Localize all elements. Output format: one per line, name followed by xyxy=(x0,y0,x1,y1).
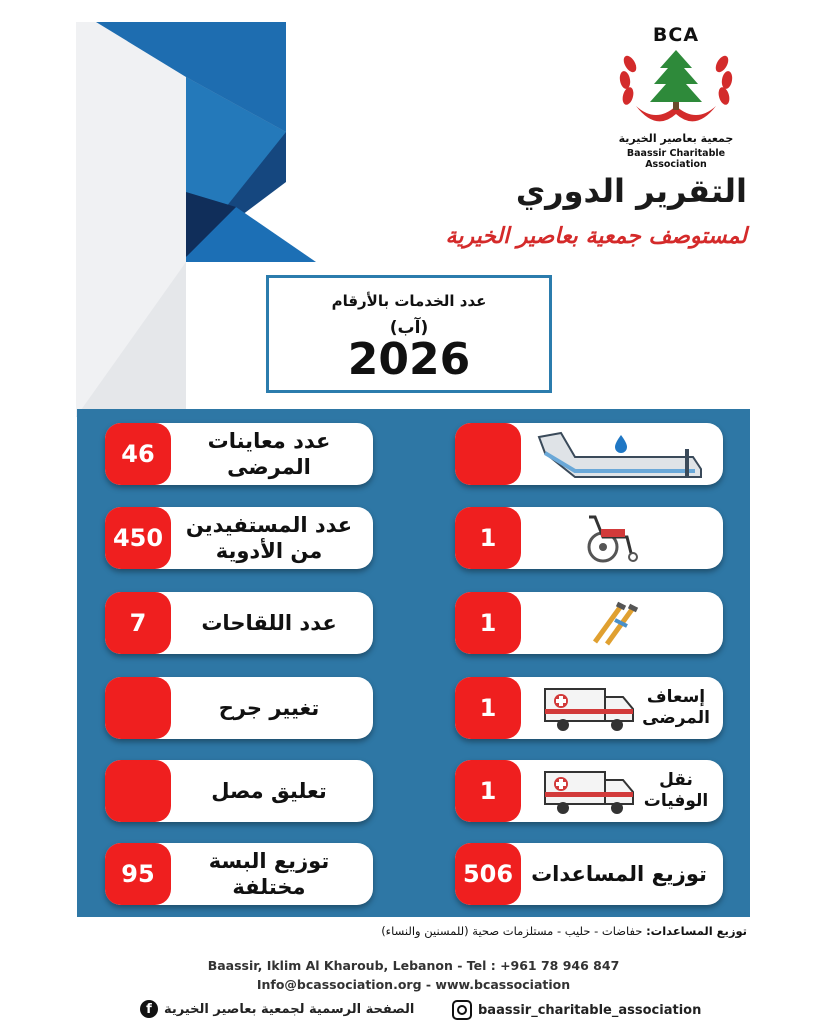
stat-card-water-mattress xyxy=(455,423,723,485)
stat-value xyxy=(105,760,171,822)
instagram-text: baassir_charitable_association xyxy=(478,1002,702,1018)
ambulance-icon xyxy=(541,766,637,816)
stat-card-deceased-transport xyxy=(455,760,723,822)
instagram-link[interactable] xyxy=(452,1000,701,1020)
stat-label: تعليق مصل xyxy=(211,779,327,803)
stat-card-wound-dressing xyxy=(105,677,373,739)
stat-value xyxy=(455,423,521,485)
contact-address: Baassir, Iklim Al Kharoub, Lebanon - Tel : +961 78 946 847 xyxy=(207,958,620,973)
aid-distribution-note xyxy=(381,924,747,938)
stat-label: عدد اللقاحات xyxy=(201,611,337,635)
cedar-wreath-icon xyxy=(616,44,736,132)
page-subtitle: لمستوصف جمعية بعاصير الخيرية xyxy=(445,224,747,249)
contact-web: Info@bcassociation.org - www.bcassociation xyxy=(256,977,571,992)
stat-label: تغيير جرح xyxy=(218,696,320,720)
stat-value: 1 xyxy=(455,507,521,569)
stat-card-iv-drip xyxy=(105,760,373,822)
stat-label: توزيع البسة مختلفة xyxy=(208,849,330,899)
stat-label: توزيع المساعدات xyxy=(531,862,707,886)
stat-value: 450 xyxy=(105,507,171,569)
stat-card-crutches xyxy=(455,592,723,654)
stat-card-examinations xyxy=(105,423,373,485)
crutches-icon xyxy=(589,598,653,648)
stat-value: 46 xyxy=(105,423,171,485)
stat-value: 1 xyxy=(455,677,521,739)
stat-label: عدد معاينات المرضى xyxy=(207,429,331,479)
facebook-text: الصفحة الرسمية لجمعية بعاصير الخيرية xyxy=(164,1001,415,1017)
year-box xyxy=(266,275,552,393)
association-logo xyxy=(606,20,746,170)
stat-label: نقل الوفيات xyxy=(643,770,709,811)
year-box-heading: عدد الخدمات بالأرقام xyxy=(331,292,487,310)
stat-value: 7 xyxy=(105,592,171,654)
stat-card-aid-distribution xyxy=(455,843,723,905)
stat-label: إسعاف المرضى xyxy=(642,687,710,728)
stats-panel xyxy=(77,409,750,917)
page-title: التقرير الدوري xyxy=(515,172,747,210)
logo-name-ar: جمعية بعاصير الخيرية xyxy=(618,132,734,145)
stat-label: عدد المستفيدين من الأدوية xyxy=(185,513,353,563)
logo-name-en: Baassir Charitable Association xyxy=(626,148,726,170)
year-box-month: (آب) xyxy=(389,318,429,338)
facebook-link[interactable] xyxy=(140,1000,414,1018)
stat-card-patient-ambulance xyxy=(455,677,723,739)
stat-value: 95 xyxy=(105,843,171,905)
ambulance-icon xyxy=(541,683,637,733)
stat-card-vaccines xyxy=(105,592,373,654)
water-mattress-icon xyxy=(535,427,705,481)
stat-value: 1 xyxy=(455,760,521,822)
stat-card-medicine-beneficiaries xyxy=(105,507,373,569)
year-box-year: 2026 xyxy=(347,334,471,385)
stat-card-wheelchair xyxy=(455,507,723,569)
note-text: حفاضات - حليب - مستلزمات صحية (للمسنين والنساء) xyxy=(381,924,647,938)
stat-card-clothing-distribution xyxy=(105,843,373,905)
logo-abbr: BCA xyxy=(652,24,700,46)
wheelchair-icon xyxy=(581,513,645,565)
facebook-icon: f xyxy=(140,1000,158,1018)
note-label: توزيع المساعدات: xyxy=(646,924,747,938)
stat-value: 506 xyxy=(455,843,521,905)
instagram-icon xyxy=(452,1000,472,1020)
stat-value xyxy=(105,677,171,739)
stat-value: 1 xyxy=(455,592,521,654)
